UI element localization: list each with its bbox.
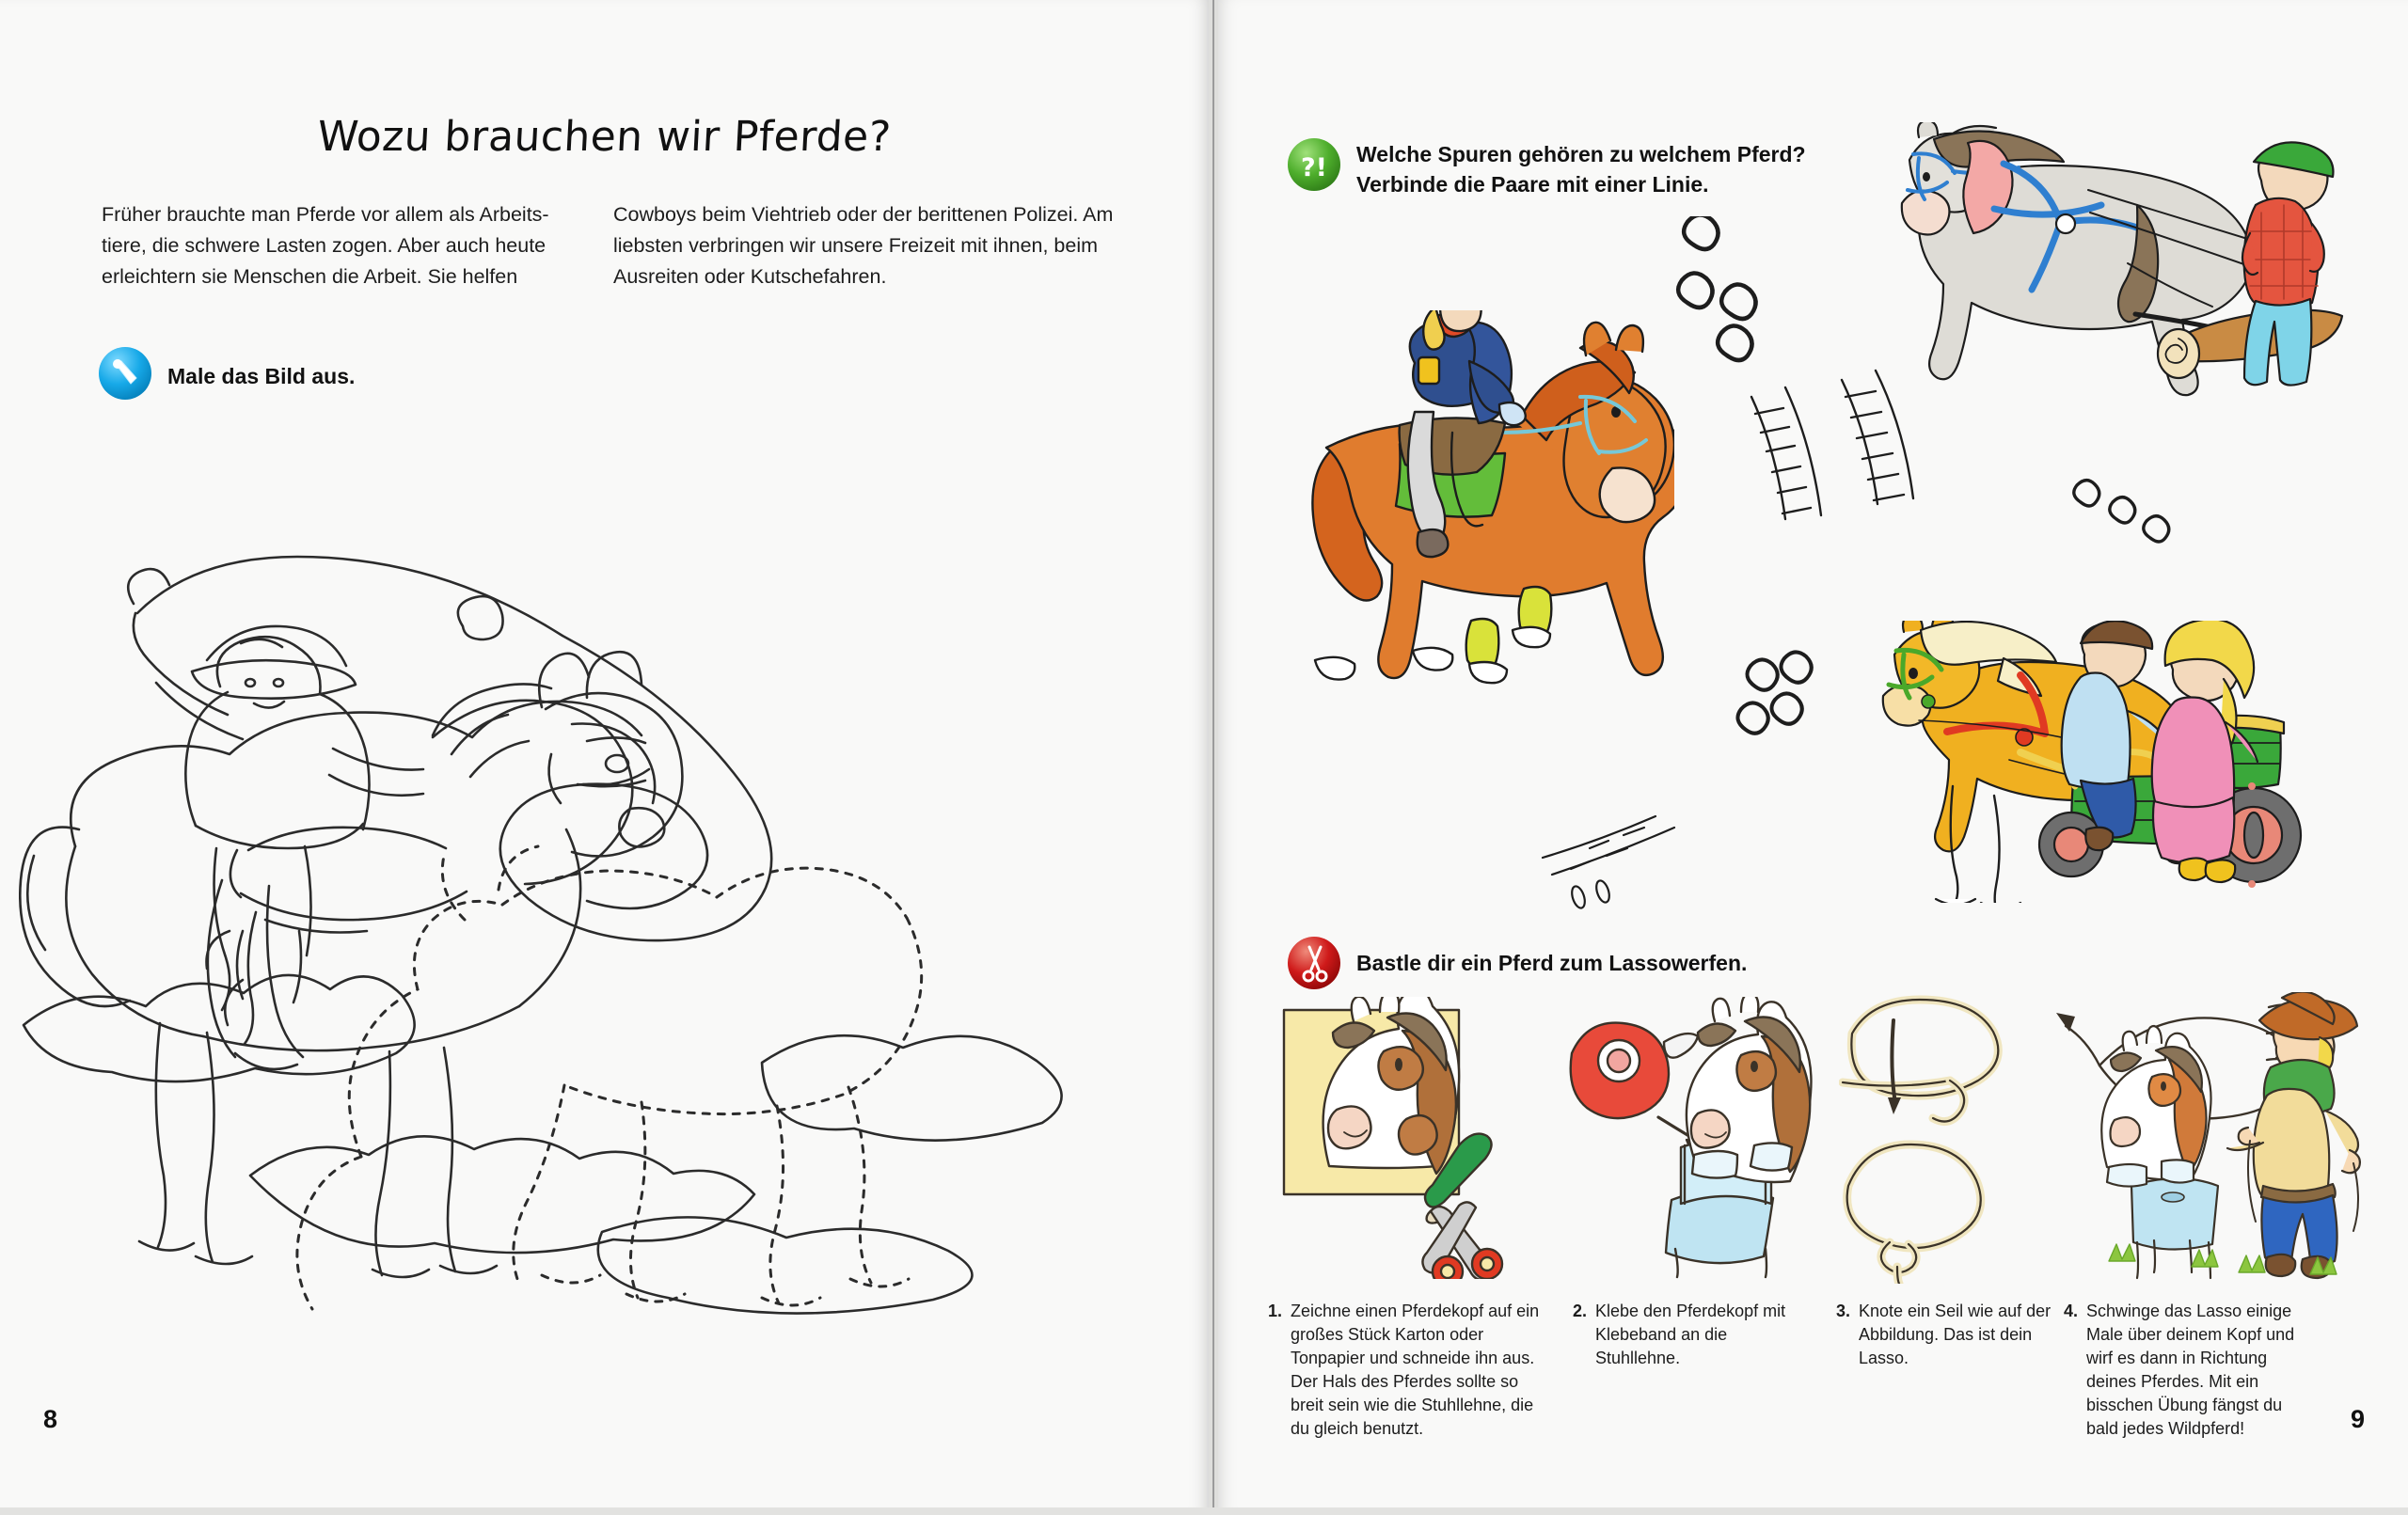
scissors-icon: [1287, 936, 1341, 990]
svg-text:?!: ?!: [1301, 153, 1327, 182]
craft-step-1-illustration: [1275, 997, 1557, 1279]
carriage-pony-illustration: [1862, 621, 2370, 903]
craft-step-1-text: Zeichne einen Pferdekopf auf ein großes Stück Karton oder Tonpapier und schneide ihn aus. Der Hals des Pferdes sollte so breit sein wie die Stuhllehne, die du gleich benutzt.: [1291, 1302, 1540, 1438]
craft-step-4-caption: [2064, 1300, 2318, 1441]
gutter-fold-line: [1212, 0, 1214, 1515]
craft-step-3-number: 3.: [1836, 1302, 1851, 1320]
intro-paragraph-left: Früher brauchte man Pferde vor allem als Arbeits-tiere, die schwere Lasten zogen. Aber auch heute erleichtern sie Menschen die Arbeit. Sie helfen: [102, 203, 549, 288]
craft-step-2-number: 2.: [1573, 1302, 1588, 1320]
craft-step-1-number: 1.: [1268, 1302, 1283, 1320]
page-title: Wozu brauchen wir Pferde?: [316, 113, 893, 161]
coloring-illustration: [19, 404, 1195, 1354]
task-match-line1: Welche Spuren gehören zu welchem Pferd?: [1356, 142, 1806, 166]
draft-horse-log-illustration: [1881, 122, 2370, 404]
craft-step-4-number: 4.: [2064, 1302, 2079, 1320]
task-color-label: Male das Bild aus.: [167, 364, 356, 388]
drag-marks: [1731, 339, 1947, 564]
wheel-ruts: [1533, 743, 1928, 912]
craft-step-1-caption: [1268, 1300, 1550, 1441]
question-exclamation-icon: [1287, 137, 1341, 192]
craft-step-2-text: Klebe den Pferdekopf mit Klebeband an die Stuhllehne.: [1595, 1302, 1786, 1367]
craft-step-2-caption: [1573, 1300, 1808, 1370]
page-number-right: 9: [2350, 1405, 2365, 1433]
page-number-left: 8: [43, 1405, 58, 1433]
craft-step-2-illustration: [1566, 997, 1820, 1279]
police-horse-illustration: [1298, 310, 1674, 705]
craft-step-3-caption: [1836, 1300, 2052, 1370]
craft-step-3-text: Knote ein Seil wie auf der Abbildung. Das ist dein Lasso.: [1859, 1302, 2052, 1367]
craft-step-3-illustration: [1839, 992, 2055, 1284]
task-match-line2: Verbinde die Paare mit einer Linie.: [1356, 172, 1709, 197]
pencil-icon: [98, 346, 152, 401]
craft-step-4-text: Schwinge das Lasso einige Male über deinem Kopf und wirf es dann in Richtung deines Pferdes. Mit ein bisschen Übung fängst du bald jedes Wildpferd!: [2086, 1302, 2295, 1438]
craft-step-4-illustration: [2051, 992, 2361, 1284]
task-craft-label: Bastle dir ein Pferd zum Lassowerfen.: [1356, 951, 1748, 975]
task-match-heading: [1356, 139, 1958, 199]
hoofprints-small: [2060, 470, 2192, 583]
bottom-edge: [0, 1507, 2408, 1515]
intro-paragraph-right: Cowboys beim Viehtrieb oder der berittenen Polizei. Am liebsten verbringen wir unsere Freizeit mit ihnen, beim Ausreiten oder Kutschefahren.: [613, 203, 1114, 288]
